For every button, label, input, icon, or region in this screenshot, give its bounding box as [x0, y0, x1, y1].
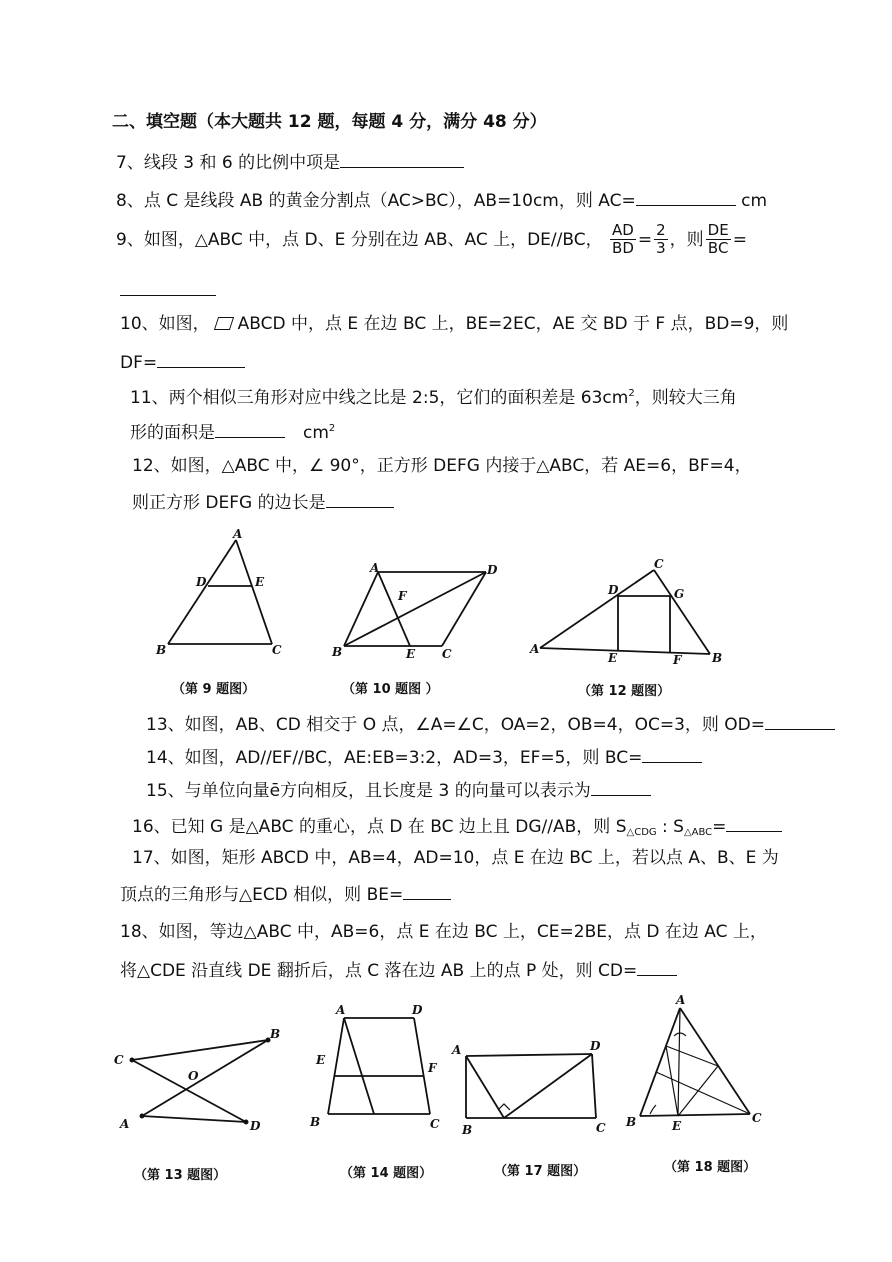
- figure-12: [528, 558, 728, 668]
- answer-blank-7[interactable]: [340, 150, 464, 168]
- answer-blank-10[interactable]: [157, 350, 245, 368]
- point-label-c: C: [654, 557, 664, 571]
- figure-10: [326, 560, 506, 670]
- question-17-line-1: 17、如图，矩形 ABCD 中，AB=4，AD=10，点 E 在边 BC 上，若以点 A、B、E 为: [132, 848, 779, 868]
- question-10-text: ABCD 中，点 E 在边 BC 上，BE=2EC，AE 交 BD 于 F 点，BD=9，则: [237, 314, 789, 334]
- segment-ae: [378, 572, 410, 646]
- segment-ab: [142, 1040, 268, 1116]
- question-16-text: 16、已知 G 是△ABC 的重心，点 D 在 BC 边上且 DG//AB，则 S: [132, 817, 627, 837]
- question-10-line-2: [120, 350, 245, 374]
- caption-figure-9: （第 9 题图）: [172, 682, 256, 697]
- subscript: △ABC: [683, 827, 713, 838]
- point-label-c: C: [752, 1111, 762, 1125]
- point-label-d: D: [608, 583, 619, 597]
- segment-dc: [592, 1054, 596, 1118]
- caption-figure-10: （第 10 题图 ）: [342, 682, 439, 697]
- point-label-e: E: [255, 575, 265, 589]
- answer-blank-16[interactable]: [726, 814, 782, 832]
- point-label-e: E: [316, 1053, 326, 1067]
- point-label-c: C: [596, 1121, 606, 1135]
- segment-ae: [466, 1056, 504, 1118]
- segment-ac: [236, 540, 272, 644]
- equals-sign: =: [732, 229, 747, 250]
- equals-sign: =: [712, 817, 727, 837]
- question-11-line-2: [130, 420, 335, 444]
- parallelogram-icon: [214, 317, 234, 330]
- point-d: [244, 1120, 249, 1125]
- point-label-b: B: [332, 645, 343, 659]
- superscript: 2: [628, 388, 635, 399]
- segment-ab: [328, 1018, 344, 1114]
- question-18-line-2: [120, 958, 677, 982]
- point-c: [130, 1058, 135, 1063]
- segment-ab: [640, 1008, 680, 1116]
- answer-blank-18[interactable]: [637, 958, 677, 976]
- question-12-text: 则正方形 DEFG 的边长是: [132, 493, 326, 513]
- fraction-two-thirds: [654, 222, 668, 258]
- question-10-prefix: 10、如图，: [120, 314, 210, 334]
- right-angle-mark: [498, 1104, 510, 1110]
- point-label-a: A: [336, 1003, 346, 1017]
- question-13: [146, 712, 835, 736]
- fraction-de-bc: [706, 222, 731, 258]
- segment-ae: [678, 1008, 680, 1116]
- caption-figure-12: （第 12 题图）: [578, 684, 671, 699]
- point-label-d: D: [487, 563, 498, 577]
- segment-ed: [504, 1054, 592, 1118]
- question-11-area-label: 形的面积是: [130, 423, 215, 443]
- segment-through-a: [344, 1018, 374, 1114]
- question-15: [146, 778, 651, 802]
- question-18-line-1: 18、如图，等边△ABC 中，AB=6，点 E 在边 BC 上，CE=2BE，点 D 在边 AC 上，: [120, 922, 767, 942]
- fraction-denominator: BD: [612, 239, 634, 258]
- question-14-text: 14、如图，AD//EF//BC，AE:EB=3:2，AD=3，EF=5，则 BC=: [146, 748, 643, 768]
- question-9-answer-line: [120, 278, 216, 302]
- segment-ab: [540, 648, 710, 654]
- superscript: 2: [328, 423, 336, 434]
- point-label-f: F: [398, 589, 407, 603]
- segment-pd: [666, 1046, 718, 1066]
- point-label-g: G: [674, 587, 685, 601]
- subscript: △CDG: [626, 827, 657, 838]
- fraction-numerator: DE: [707, 221, 729, 239]
- figure-13: [110, 1028, 280, 1138]
- segment-ac: [540, 570, 654, 648]
- point-label-b: B: [712, 651, 723, 665]
- question-17-line-2: [120, 882, 451, 906]
- question-13-text: 13、如图，AB、CD 相交于 O 点，∠A=∠C，OA=2，OB=4，OC=3，则 OD=: [146, 715, 766, 735]
- question-11-line-1: [130, 388, 737, 409]
- figure-14: [306, 1004, 456, 1134]
- segment-ab: [168, 540, 236, 644]
- point-label-b: B: [310, 1115, 321, 1129]
- caption-figure-13: （第 13 题图）: [134, 1168, 227, 1183]
- fraction-numerator: AD: [612, 221, 634, 239]
- question-10-line-1: [120, 314, 788, 335]
- answer-blank-9[interactable]: [120, 278, 216, 296]
- figure-18: [626, 993, 776, 1136]
- answer-blank-11[interactable]: [215, 420, 285, 438]
- figure-17: [452, 1034, 612, 1137]
- question-11-text-end: ，则较大三角: [634, 388, 737, 408]
- point-label-c: C: [442, 647, 452, 661]
- question-7-text: 7、线段 3 和 6 的比例中项是: [116, 153, 341, 173]
- caption-figure-18: （第 18 题图）: [664, 1160, 757, 1175]
- fraction-ad-bd: [610, 222, 636, 258]
- question-14: [146, 745, 702, 769]
- question-10-df-label: DF=: [120, 353, 158, 373]
- question-8: [116, 188, 767, 212]
- question-16: [132, 814, 782, 840]
- question-18-text: 将△CDE 沿直线 DE 翻折后，点 C 落在边 AB 上的点 P 处，则 CD=: [120, 961, 638, 981]
- caption-figure-17: （第 17 题图）: [494, 1164, 587, 1179]
- answer-blank-8[interactable]: [636, 188, 736, 206]
- fraction-denominator: BC: [707, 239, 729, 258]
- question-8-text: 8、点 C 是线段 AB 的黄金分割点（AC>BC），AB=10cm，则 AC=: [116, 191, 636, 211]
- question-9-text: 9、如图，△ABC 中，点 D、E 分别在边 AB、AC 上，DE//BC，: [116, 229, 603, 250]
- answer-blank-17[interactable]: [403, 882, 451, 900]
- point-label-e: E: [406, 647, 416, 661]
- equals-sign: =: [637, 229, 653, 250]
- question-17-text: 顶点的三角形与△ECD 相似，则 BE=: [120, 885, 404, 905]
- figure-9: [150, 527, 290, 660]
- question-16-ratio: : S: [656, 817, 684, 837]
- question-9: [116, 222, 747, 258]
- segment-ad: [142, 1116, 246, 1122]
- answer-blank-15[interactable]: [591, 778, 651, 796]
- segment-bc: [640, 1114, 750, 1116]
- point-label-a: A: [370, 561, 380, 575]
- point-label-a: A: [233, 527, 243, 541]
- point-label-f: F: [673, 653, 682, 667]
- point-a: [140, 1114, 145, 1119]
- question-8-unit: cm: [741, 191, 768, 211]
- point-label-b: B: [270, 1027, 281, 1041]
- caption-figure-14: （第 14 题图）: [340, 1166, 433, 1181]
- point-label-c: C: [430, 1117, 440, 1131]
- point-label-d: D: [196, 575, 207, 589]
- question-12-line-2: [132, 490, 394, 514]
- point-label-a: A: [120, 1117, 130, 1131]
- section-heading: 二、填空题（本大题共 12 题，每题 4 分，满分 48 分）: [112, 112, 547, 132]
- question-11-unit: cm: [303, 423, 329, 443]
- question-15-text: 15、与单位向量ē方向相反，且长度是 3 的向量可以表示为: [146, 781, 591, 801]
- segment-cb: [654, 570, 710, 654]
- point-label-c: C: [272, 643, 282, 657]
- point-label-a: A: [452, 1043, 462, 1057]
- fraction-numerator: 2: [656, 221, 666, 239]
- point-label-e: E: [672, 1119, 682, 1133]
- segment-ab: [344, 572, 378, 646]
- point-label-d: D: [590, 1039, 601, 1053]
- question-9-mid: ，则: [669, 229, 704, 250]
- point-label-b: B: [626, 1115, 637, 1129]
- point-label-b: B: [156, 643, 167, 657]
- answer-blank-13[interactable]: [765, 712, 835, 730]
- point-label-b: B: [462, 1123, 473, 1137]
- point-label-d: D: [250, 1119, 261, 1133]
- segment-cb: [132, 1040, 268, 1060]
- point-label-c: C: [114, 1053, 124, 1067]
- question-11-text: 11、两个相似三角形对应中线之比是 2:5，它们的面积差是 63cm: [130, 388, 629, 408]
- point-label-a: A: [676, 993, 686, 1007]
- answer-blank-12[interactable]: [326, 490, 394, 508]
- question-7: [116, 150, 464, 174]
- answer-blank-14[interactable]: [642, 745, 702, 763]
- point-label-o: O: [188, 1069, 199, 1083]
- point-label-e: E: [608, 651, 618, 665]
- point-label-d: D: [412, 1003, 423, 1017]
- segment-ad: [466, 1054, 592, 1056]
- point-label-f: F: [428, 1061, 437, 1075]
- fraction-denominator: 3: [656, 239, 666, 258]
- angle-mark-b: [650, 1105, 656, 1114]
- question-12-line-1: 12、如图，△ABC 中，∠ 90°，正方形 DEFG 内接于△ABC，若 AE=6，BF=4，: [132, 456, 752, 476]
- point-label-a: A: [530, 642, 540, 656]
